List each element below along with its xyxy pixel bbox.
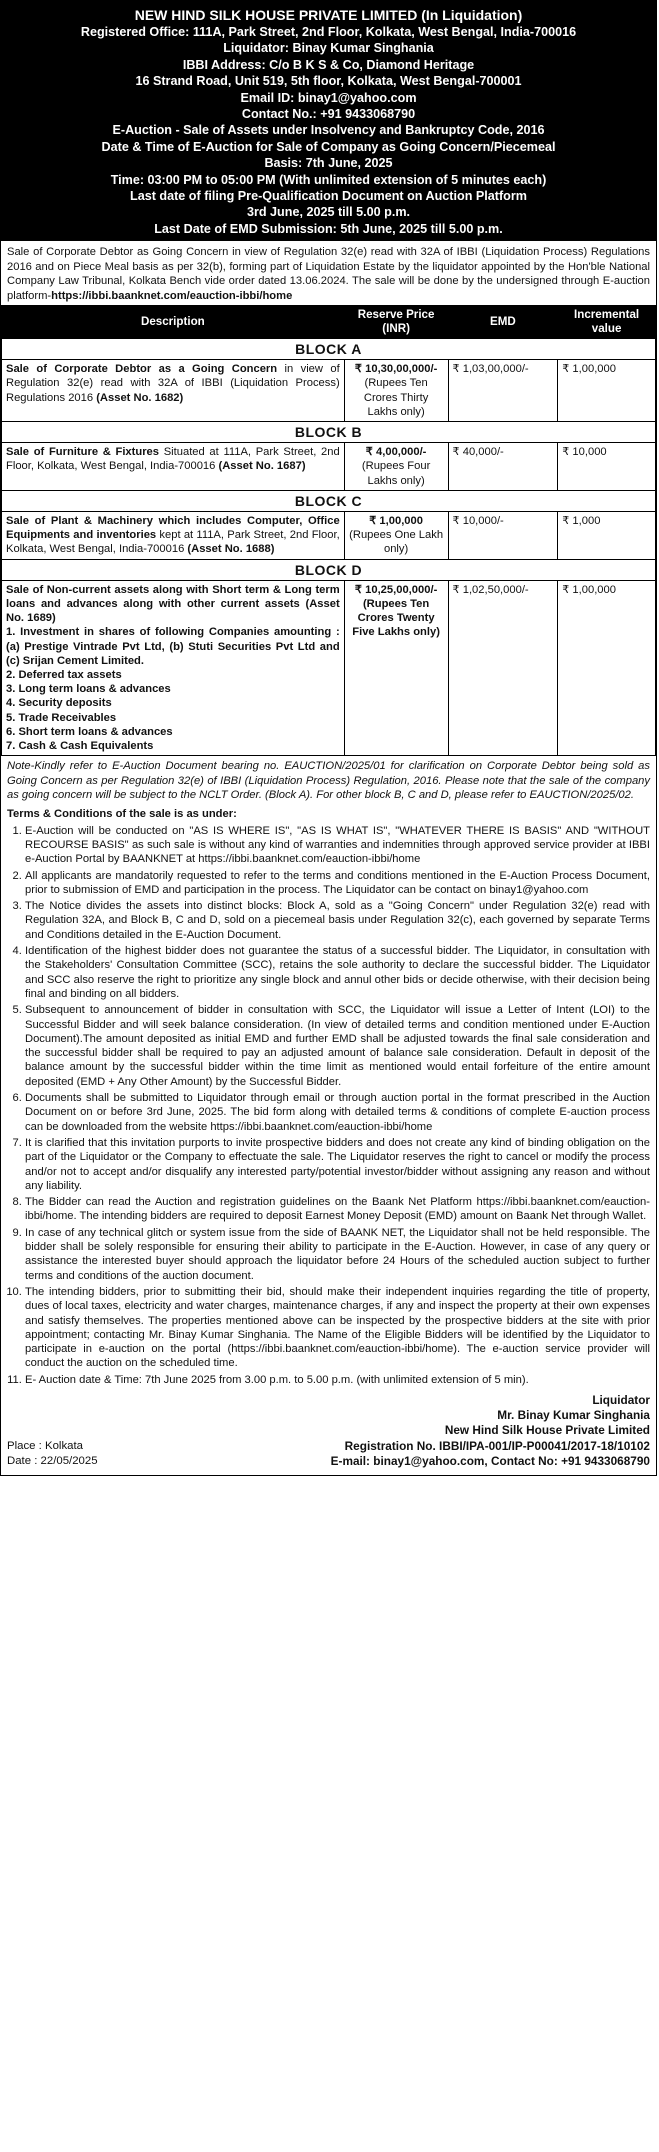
reserve-price-words: (Rupees Ten Crores Twenty Five Lakhs only): [352, 597, 440, 639]
signature-block: [1, 1389, 656, 1475]
auction-portal-link[interactable]: https://ibbi.baanknet.com/eauction-ibbi/home: [51, 289, 293, 302]
signatory-registration: Registration No. IBBI/IPA-001/IP-P00041/2017-18/10102: [344, 1438, 650, 1453]
header-line: Date & Time of E-Auction for Sale of Company as Going Concern/Piecemeal: [101, 139, 556, 154]
reserve-price-words: (Rupees Four Lakhs only): [361, 460, 431, 487]
signatory-company: New Hind Silk House Private Limited: [444, 1423, 650, 1438]
intro-paragraph: [1, 241, 656, 305]
emd-cell: ₹ 40,000/-: [448, 443, 558, 491]
table-row: [2, 360, 656, 422]
signatory-title: Liquidator: [592, 1392, 650, 1407]
term-item: 2. All applicants are mandatorily requested to refer to the terms and conditions mentioned in the E-Auction Process Document, prior to submission of EMD and participation in the process. The Liquidator can be contact on binay1@yahoo.com: [25, 869, 650, 898]
asset-blocks-table: [1, 305, 656, 756]
increment-cell: ₹ 1,00,000: [558, 580, 656, 755]
reserve-price-cell: [344, 360, 448, 422]
place-label: Place : Kolkata: [7, 1440, 83, 1452]
asset-item: 7. Cash & Cash Equivalents: [6, 739, 154, 752]
term-item: 1. E-Auction will be conducted on "AS IS WHERE IS", "AS IS WHAT IS", "WHATEVER THERE IS BASIS" AND "WITHOUT RECOURSE BASIS" as such sale is without any kind of warranties and indemnities through approved service provider at IBBI e-Auction Portal by BAANKNET at https://ibbi.baanknet.com/eauction-ibbi/home: [25, 824, 650, 867]
description-bold: Sale of Furniture & Fixtures: [6, 446, 160, 459]
block-title: BLOCK A: [2, 338, 656, 359]
company-name: NEW HIND SILK HOUSE PRIVATE LIMITED (In Liquidation): [134, 7, 523, 23]
header-line: Time: 03:00 PM to 05:00 PM (With unlimited extension of 5 minutes each): [110, 172, 547, 187]
signatory-contact: E-mail: binay1@yahoo.com, Contact No: +91 9433068790: [330, 1453, 650, 1468]
asset-item: 3. Long term loans & advances: [6, 683, 171, 696]
intro-text: Sale of Corporate Debtor as Going Concern in view of Regulation 32(e) read with 32A of IBBI (Liquidation Process) Regulations 2016 and on Piece Meal basis as per 32(b), forming part of Liquidation Estate by the liquidator appointed by the Hon'ble National Company Law Tribunal, Kolkata Bench vide order dated 13.06.2024. The sale will be done by the undersigned through E-auction platform-: [7, 246, 650, 302]
column-header-emd: EMD: [448, 305, 558, 338]
reserve-price-words: (Rupees One Lakh only): [349, 529, 444, 556]
emd-cell: ₹ 1,03,00,000/-: [448, 360, 558, 422]
block-title: BLOCK D: [2, 559, 656, 580]
notice-header: [1, 1, 656, 241]
header-line: E-Auction - Sale of Assets under Insolvency and Bankruptcy Code, 2016: [112, 123, 545, 138]
asset-number: (Asset No. 1682): [96, 391, 184, 404]
terms-heading: Terms & Conditions of the sale is as under:: [7, 808, 237, 821]
increment-cell: ₹ 10,000: [558, 443, 656, 491]
description-text: Situated at 111A, Park Street, 2nd Floor, Kolkata, West Bengal, India-700016: [6, 446, 340, 473]
description-text: in view of Regulation 32(e) read with 32A of IBBI (Liquidation Process) Regulations 2016: [6, 363, 340, 404]
increment-cell: ₹ 1,00,000: [558, 360, 656, 422]
description-bold: Sale of Plant & Machinery which includes Computer, Office Equipments and inventories: [6, 514, 340, 542]
reserve-price-cell: [344, 580, 448, 755]
term-item: 7. It is clarified that this invitation purports to invite prospective bidders and does not create any kind of binding obligation on the part of the Liquidator or the Company to effectuate the sale. The Liquidator reserves the right to cancel or modify the process and/or not to accept and/or disqualify any interested party/potential investor/bidder without assigning any reason and without any liability.: [25, 1136, 650, 1193]
signatory-name: Mr. Binay Kumar Singhania: [497, 1408, 650, 1423]
emd-cell: ₹ 10,000/-: [448, 511, 558, 559]
term-item: 3. The Notice divides the assets into distinct blocks: Block A, sold as a "Going Concern" under Regulation 32(e) read with Regulation 32A, and Block B, C and D, sold on a piecemeal basis under Regulation 32(c), each governed by separate Terms and Conditions detailed in the E-Auction Document.: [25, 899, 650, 942]
term-item: 6. Documents shall be submitted to Liquidator through email or through auction portal in the format prescribed in the Auction Document on or before 3rd June, 2025. The bid form along with detailed terms & conditions of complete E-auction process can be downloaded from the website https://ibbi.baanknet.com/eauction-ibbi/home: [25, 1091, 650, 1134]
reserve-price-words: (Rupees Ten Crores Thirty Lakhs only): [363, 377, 429, 418]
column-header-incremental-value: Incremental value: [558, 305, 656, 338]
block-description: [2, 511, 345, 559]
asset-items-list: [6, 625, 340, 753]
table-header-row: [2, 305, 656, 338]
column-header-reserve-price: Reserve Price (INR): [344, 305, 448, 338]
header-line: 3rd June, 2025 till 5.00 p.m.: [246, 205, 411, 220]
terms-list: [7, 824, 650, 1387]
reserve-price-cell: [344, 511, 448, 559]
reserve-price-cell: [344, 443, 448, 491]
block-title-row: [2, 490, 656, 511]
header-line: IBBI Address: C/o B K S & Co, Diamond Heritage: [182, 57, 475, 72]
block-title-row: [2, 559, 656, 580]
header-line: Last Date of EMD Submission: 5th June, 2025 till 5.00 p.m.: [154, 221, 503, 236]
table-row: [2, 580, 656, 755]
reserve-price: ₹ 10,25,00,000/-: [354, 583, 438, 596]
term-item: 11. E- Auction date & Time: 7th June 2025 from 3.00 p.m. to 5.00 p.m. (with unlimited extension of 5 min).: [25, 1373, 650, 1387]
increment-cell: ₹ 1,000: [558, 511, 656, 559]
header-line: Registered Office: 111A, Park Street, 2nd Floor, Kolkata, West Bengal, India-700016: [80, 25, 577, 39]
description-bold: Sale of Corporate Debtor as a Going Concern: [6, 363, 278, 376]
description-text: kept at 111A, Park Street, 2nd Floor, Kolkata, West Bengal, India-700016: [6, 529, 340, 556]
table-row: [2, 443, 656, 491]
block-note: Note-Kindly refer to E-Auction Document bearing no. EAUCTION/2025/01 for clarification on Corporate Debtor being sold as Going Concern as per Regulation 32(e) of IBBI (Liquidation Process) Regulation, 2016. Please note that the sale of the company as going concern will be subject to the NCLT Order. (Block A). For other block B, C and D, please refer to EAUCTION/2025/02.: [7, 760, 650, 801]
header-line: Email ID: binay1@yahoo.com: [240, 90, 417, 105]
column-header-description: Description: [2, 305, 345, 338]
reserve-price: ₹ 1,00,000: [369, 514, 423, 527]
table-row: [2, 511, 656, 559]
term-item: 9. In case of any technical glitch or system issue from the side of BAANK NET, the Liquidator shall not be held responsible. The bidder shall be solely responsible for ensuring their ability to participate in the E-Auction. However, in case of any query or assistance the interested buyer should approach the liquidator before 24 Hours of the scheduled auction subject to further terms and conditions of the auction document.: [25, 1226, 650, 1283]
place-date: [7, 1439, 98, 1469]
blocks-body: [2, 338, 656, 755]
block-title-row: [2, 421, 656, 442]
block-description: [2, 580, 345, 755]
term-item: 8. The Bidder can read the Auction and registration guidelines on the Baank Net Platform https://ibbi.baanknet.com/eauction-ibbi/home. The intending bidders are required to deposit Earnest Money Deposit (EMD) amount on Baank Net through Wallet.: [25, 1195, 650, 1224]
term-item: 5. Subsequent to announcement of bidder in consultation with SCC, the Liquidator will issue a Letter of Intent (LOI) to the Successful Bidder and will seek balance consideration. (In view of detailed terms and condition mentioned under E-Auction Document).The amount deposited as initial EMD and further EMD shall be adjusted towards the final sale consideration and the successful bidder shall be required to pay an adjusted amount of balance sale consideration. Default in deposit of the balance amount by the successful bidder within the time limit as mentioned would entail forfeiture of the entire amount deposited (EMD + Any Other Amount) by the Successful Bidder.: [25, 1003, 650, 1089]
asset-number: (Asset No. 1687): [218, 460, 306, 473]
asset-number: (Asset No. 1689): [6, 597, 340, 625]
block-title: BLOCK C: [2, 490, 656, 511]
date-label: Date : 22/05/2025: [7, 1455, 98, 1467]
term-item: 10. The intending bidders, prior to submitting their bid, should make their independent inquiries regarding the title of property, dues of local taxes, electricity and water charges, maintenance charges, if any and inspect the property at their own expenses and satisfy themselves. The properties mentioned above can be inspected by the prospective bidders at the site with prior appointment; contacting Mr. Binay Kumar Singhania. The Name of the Eligible Bidders will be identified by the Liquidator to participate in e-auction on the portal (https://ibbi.baanknet.com/eauction-ibbi/home). The e-auction service provider will conduct the auction on the scheduled time.: [25, 1285, 650, 1371]
term-item: 4. Identification of the highest bidder does not guarantee the status of a successful bidder. The Liquidator, in consultation with the Stakeholders' Consultation Committee (SCC), retains the sole authority to declare the successful bidder. The Liquidator and SCC also reserve the right to prioritize any single block and annul other bids or decide otherwise, with their decision being final and binding on all bidders.: [25, 944, 650, 1001]
header-line: 16 Strand Road, Unit 519, 5th floor, Kolkata, West Bengal-700001: [135, 74, 522, 89]
asset-item: 5. Trade Receivables: [6, 711, 117, 724]
header-line: Basis: 7th June, 2025: [264, 156, 393, 171]
reserve-price: ₹ 4,00,000/-: [365, 446, 427, 459]
header-line: Liquidator: Binay Kumar Singhania: [223, 41, 434, 56]
asset-number: (Asset No. 1688): [187, 543, 275, 556]
emd-cell: ₹ 1,02,50,000/-: [448, 580, 558, 755]
block-title-row: [2, 338, 656, 359]
header-line: Last date of filing Pre-Qualification Document on Auction Platform: [130, 189, 527, 204]
block-title: BLOCK B: [2, 421, 656, 442]
block-description: [2, 360, 345, 422]
asset-item: 2. Deferred tax assets: [6, 668, 122, 681]
asset-item: 1. Investment in shares of following Companies amounting : (a) Prestige Vintrade Pvt Ltd, (b) Stuti Securities Pvt Ltd and (c) Srijan Cement Limited.: [6, 626, 340, 667]
asset-item: 4. Security deposits: [6, 697, 112, 710]
asset-item: 6. Short term loans & advances: [6, 725, 173, 738]
terms-section: [1, 807, 656, 1387]
reserve-price: ₹ 10,30,00,000/-: [354, 363, 438, 376]
block-description: [2, 443, 345, 491]
description-bold: Sale of Non-current assets along with Short term & Long term loans and advances along with other current assets: [6, 583, 340, 610]
header-line: Contact No.: +91 9433068790: [241, 107, 416, 122]
